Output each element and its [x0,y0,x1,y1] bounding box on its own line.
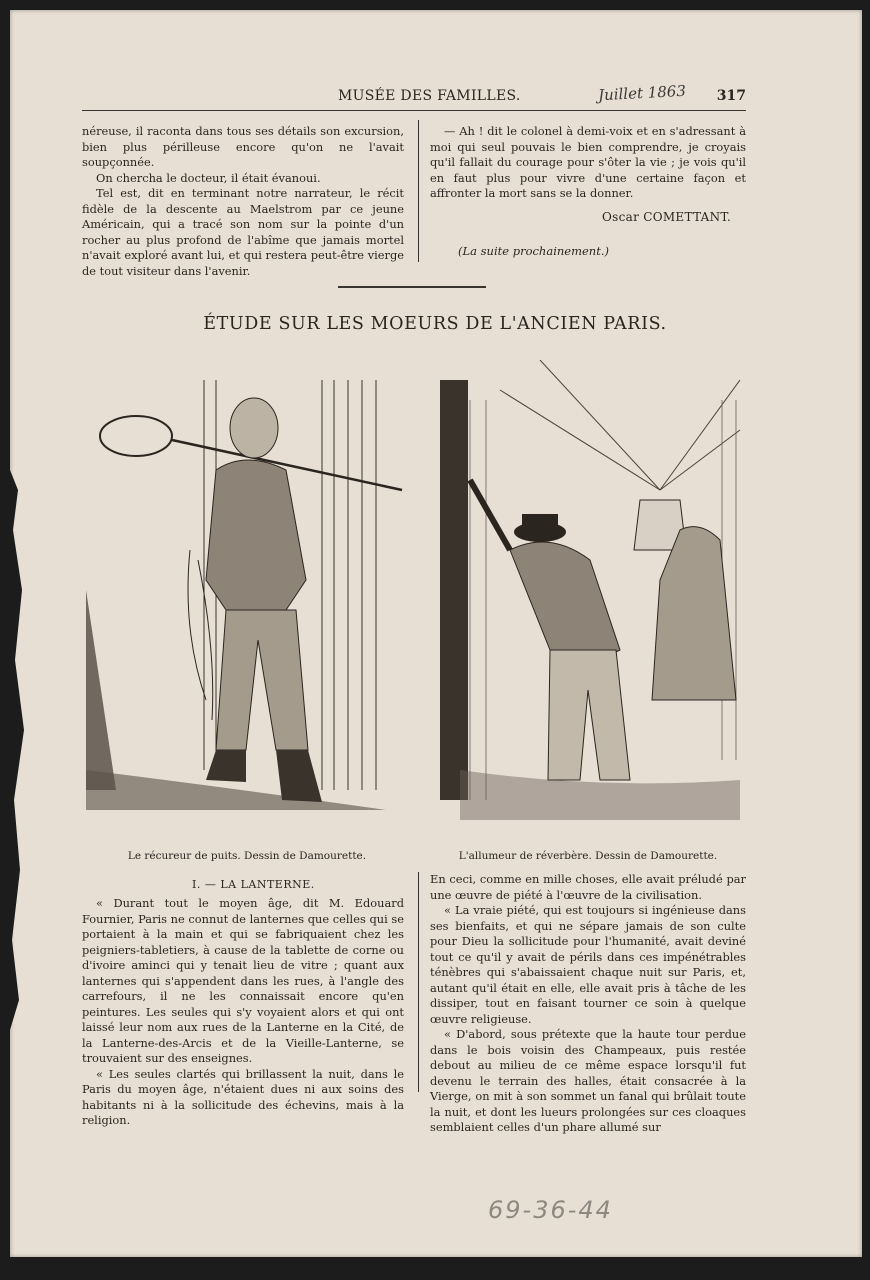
handwritten-date: Juillet 1863 [597,81,687,105]
paragraph: Tel est, dit en terminant notre narrateur, le récit fidèle de la descente au Maelstrom par ce jeune Américain, qui a tracé son nom sur la pointe d'un rocher au plus profond de l'abîme que jamais mortel n'avait exploré avant lui, et qui restera peut-être vierge de tout visiteur dans l'avenir. [82,186,404,278]
paragraph: « Les seules clartés qui brillassent la nuit, dans le Paris du moyen âge, n'étaient dues ni aux soins des habitants ni à la sollicitude des échevins, mais à la religion. [82,1066,404,1127]
journal-title: MUSÉE DES FAMILLES. [338,88,521,104]
well-cleaner-illustration [86,370,408,830]
right-caption: L'allumeur de réverbère. Dessin de Damourette. [458,850,718,862]
paragraph: « La vraie piété, qui est toujours si ingénieuse dans ses bienfaits, et qui ne sépare jamais de son culte pour Dieu la sollicitude pour l'humanité, avait deviné tout ce qu'il y avait de périls dans ces impénétrables ténèbres qui s'abaissaient chaque nuit sur Paris, et, autant qu'il était en elle, elle avait pris à tâche de les dissiper, tout en faisant tourner ce soin à quelque œuvre religieuse. [430,903,746,1026]
column-rule [418,872,419,1092]
column-rule [418,120,419,262]
torn-edge [10,470,36,1030]
section-divider [338,286,486,288]
lamplighter-illustration [440,360,750,830]
section-heading: I. — LA LANTERNE. [192,878,315,891]
paragraph: On chercha le docteur, il était évanoui. [96,170,321,185]
running-header [82,81,746,111]
author-signature: Oscar COMETTANT. [602,210,732,224]
left-caption: Le récureur de puits. Dessin de Damourette. [127,850,367,862]
paragraph: En ceci, comme en mille choses, elle avait préludé par une œuvre de piété à l'œuvre de la civilisation. [430,872,746,902]
paragraph: « Durant tout le moyen âge, dit M. Edouard Fournier, Paris ne connut de lanternes que celles qui se portaient à la main et qui se fabriquaient chez les peigniers-tabletiers, à cause de la tablette de corne ou d'ivoire aminci qui y tenait lieu de vitre ; quant aux lanternes qui s'appendent dans les rues, à l'angle des carrefours, il ne les connaissait encore qu'en peintures. Les seules qui s'y voyaient alors et qui ont laissé leur nom aux rues de la Lanterne en la Cité, de la Lanterne-des-Arcis et de la Vieille-Lanterne, se trouvaient sur des enseignes. [82,896,404,1065]
bottom-right-column [430,872,746,1136]
paragraph: « D'abord, sous prétexte que la haute tour perdue dans le bois voisin des Champeaux, puis restée debout au milieu de ce même espace lorsqu'il fut devenu le terrain des halles, était consacrée à la Vierge, on mit à son sommet un fanal qui brûlait toute la nuit, et dont les lueurs prolongées sur ces cloaques semblaient celles d'un phare allumé sur [430,1027,746,1134]
continued-note: (La suite prochainement.) [458,244,609,258]
archive-number: 69-36-44 [488,1196,613,1224]
page-number: 317 [716,88,746,104]
bottom-left-column [82,896,404,1129]
paragraph: — Ah ! dit le colonel à demi-voix et en s'adressant à moi qui seul pouvais le bien comprendre, je croyais qu'il fallait du courage pour s'ôter la vie ; je vois qu'il en faut plus pour vivre d'une certaine façon et affronter la mort sans se la donner. [430,124,746,200]
top-left-column [82,124,404,279]
top-right-column [430,124,746,202]
paragraph: néreuse, il raconta dans tous ses détails son excursion, bien plus périlleuse encore qu'on ne l'avait soupçonnée. [82,124,404,169]
article-title: ÉTUDE SUR LES MOEURS DE L'ANCIEN PARIS. [203,314,667,334]
